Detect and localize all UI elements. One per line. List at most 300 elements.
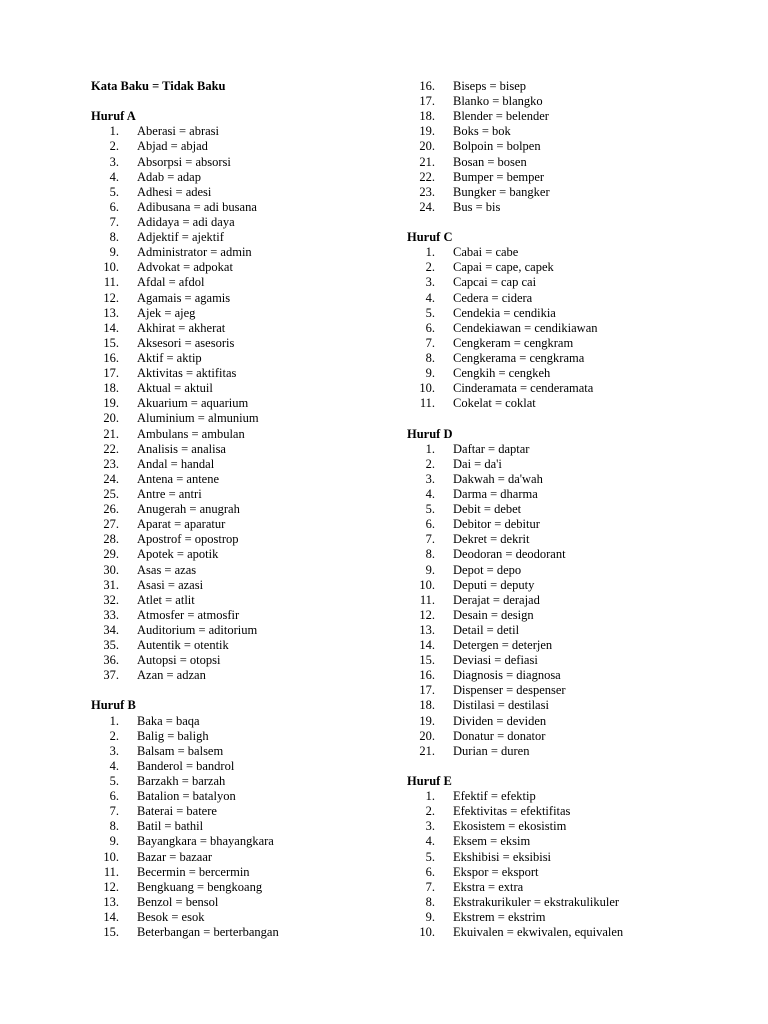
- item-number: 1.: [425, 441, 435, 456]
- list-item: [407, 321, 747, 336]
- list-item: [407, 457, 747, 472]
- item-text: Aksesori = asesoris: [137, 335, 235, 350]
- item-text: Bumper = bemper: [453, 169, 545, 184]
- item-text: Debit = debet: [453, 502, 522, 517]
- item-number: 3.: [425, 471, 435, 486]
- list-item: [407, 124, 747, 139]
- item-text: Agamais = agamis: [137, 290, 231, 305]
- list-item: [91, 411, 391, 426]
- item-number: 24.: [103, 471, 119, 486]
- spacer: [407, 411, 747, 426]
- list-item: [91, 623, 391, 638]
- item-number: 22.: [419, 169, 435, 184]
- item-number: 18.: [103, 381, 119, 396]
- list-item: [91, 653, 391, 668]
- item-number: 18.: [419, 109, 435, 124]
- list-item: [91, 457, 391, 472]
- right-column: [407, 79, 747, 940]
- item-number: 13.: [103, 894, 119, 909]
- word-list: [407, 442, 747, 759]
- item-text: Autentik = otentik: [137, 638, 229, 653]
- item-text: Barzakh = barzah: [137, 774, 226, 789]
- item-text: Adidaya = adi daya: [137, 214, 235, 229]
- item-text: Asasi = azasi: [137, 577, 204, 592]
- item-number: 12.: [419, 607, 435, 622]
- item-text: Ekstra = extra: [453, 879, 524, 894]
- list-item: [91, 729, 391, 744]
- list-item: [91, 910, 391, 925]
- item-number: 1.: [109, 124, 119, 139]
- item-number: 9.: [425, 910, 435, 925]
- item-text: Banderol = bandrol: [137, 758, 235, 773]
- list-item: [407, 502, 747, 517]
- item-number: 14.: [419, 638, 435, 653]
- item-text: Distilasi = destilasi: [453, 698, 549, 713]
- list-item: [407, 94, 747, 109]
- item-number: 16.: [103, 350, 119, 365]
- item-number: 2.: [425, 804, 435, 819]
- list-item: [407, 910, 747, 925]
- item-number: 5.: [425, 305, 435, 320]
- item-number: 11.: [419, 396, 435, 411]
- item-text: Ekstrakurikuler = ekstrakulikuler: [453, 894, 620, 909]
- section-heading: Huruf E: [407, 774, 452, 789]
- list-item: [91, 563, 391, 578]
- item-number: 30.: [103, 562, 119, 577]
- word-list: [407, 245, 747, 411]
- item-number: 18.: [419, 698, 435, 713]
- list-item: [91, 547, 391, 562]
- word-list: [91, 124, 391, 683]
- word-list: [407, 789, 747, 940]
- list-item: [91, 925, 391, 940]
- list-item: [91, 895, 391, 910]
- item-text: Balig = baligh: [137, 728, 209, 743]
- item-text: Baka = baqa: [137, 713, 200, 728]
- item-number: 6.: [425, 517, 435, 532]
- item-text: Besok = esok: [137, 910, 205, 925]
- list-item: [91, 880, 391, 895]
- list-item: [91, 245, 391, 260]
- list-item: [407, 517, 747, 532]
- list-item: [91, 260, 391, 275]
- item-number: 10.: [419, 381, 435, 396]
- list-item: [407, 865, 747, 880]
- item-text: Balsam = balsem: [137, 743, 224, 758]
- item-number: 29.: [103, 547, 119, 562]
- item-number: 3.: [425, 819, 435, 834]
- item-number: 33.: [103, 607, 119, 622]
- list-item: [407, 608, 747, 623]
- item-text: Adhesi = adesi: [137, 184, 212, 199]
- item-text: Bengkuang = bengkoang: [137, 879, 263, 894]
- list-item: [407, 532, 747, 547]
- item-number: 5.: [109, 774, 119, 789]
- item-text: Efektif = efektip: [453, 789, 536, 804]
- item-number: 7.: [425, 879, 435, 894]
- item-text: Dispenser = despenser: [453, 683, 566, 698]
- list-item: [91, 638, 391, 653]
- item-text: Deputi = deputy: [453, 577, 535, 592]
- item-text: Autopsi = otopsi: [137, 653, 221, 668]
- item-text: Cendekia = cendikia: [453, 305, 556, 320]
- list-item: [91, 804, 391, 819]
- item-number: 3.: [109, 743, 119, 758]
- item-number: 3.: [109, 154, 119, 169]
- list-item: [407, 381, 747, 396]
- list-item: [91, 200, 391, 215]
- item-text: Capai = cape, capek: [453, 260, 554, 275]
- item-text: Antena = antene: [137, 471, 220, 486]
- list-item: [91, 819, 391, 834]
- item-text: Aparat = aparatur: [137, 517, 226, 532]
- item-text: Donatur = donator: [453, 728, 546, 743]
- list-item: [407, 593, 747, 608]
- item-number: 16.: [419, 668, 435, 683]
- list-item: [91, 275, 391, 290]
- item-text: Anugerah = anugrah: [137, 502, 240, 517]
- list-item: [91, 744, 391, 759]
- item-number: 2.: [425, 260, 435, 275]
- item-text: Atlet = atlit: [137, 592, 195, 607]
- list-item: [407, 698, 747, 713]
- item-text: Cedera = cidera: [453, 290, 533, 305]
- list-item: [407, 306, 747, 321]
- item-number: 25.: [103, 486, 119, 501]
- list-item: [407, 336, 747, 351]
- item-number: 8.: [425, 894, 435, 909]
- list-item: [407, 668, 747, 683]
- item-number: 8.: [425, 547, 435, 562]
- item-text: Desain = design: [453, 607, 534, 622]
- section-heading: Huruf D: [407, 426, 453, 441]
- item-number: 27.: [103, 517, 119, 532]
- item-number: 21.: [419, 743, 435, 758]
- item-number: 19.: [103, 396, 119, 411]
- item-number: 20.: [419, 728, 435, 743]
- spacer: [407, 215, 747, 230]
- spacer: [407, 759, 747, 774]
- item-number: 4.: [109, 169, 119, 184]
- item-number: 10.: [103, 260, 119, 275]
- item-number: 17.: [103, 366, 119, 381]
- item-number: 5.: [425, 849, 435, 864]
- item-number: 1.: [109, 713, 119, 728]
- list-item: [91, 381, 391, 396]
- list-item: [407, 714, 747, 729]
- list-item: [407, 139, 747, 154]
- item-number: 2.: [109, 139, 119, 154]
- item-text: Ekosistem = ekosistim: [453, 819, 567, 834]
- list-item: [91, 230, 391, 245]
- item-number: 9.: [425, 562, 435, 577]
- list-item: [407, 895, 747, 910]
- item-text: Adjektif = ajektif: [137, 230, 224, 245]
- list-item: [91, 487, 391, 502]
- item-text: Cokelat = coklat: [453, 396, 536, 411]
- item-number: 4.: [425, 834, 435, 849]
- item-number: 23.: [419, 184, 435, 199]
- item-text: Deodoran = deodorant: [453, 547, 566, 562]
- list-item: [91, 306, 391, 321]
- item-text: Adibusana = adi busana: [137, 199, 257, 214]
- item-text: Boks = bok: [453, 124, 511, 139]
- item-text: Atmosfer = atmosfir: [137, 607, 240, 622]
- list-item: [407, 396, 747, 411]
- item-number: 36.: [103, 653, 119, 668]
- item-text: Aberasi = abrasi: [137, 124, 220, 139]
- list-item: [407, 683, 747, 698]
- item-number: 15.: [103, 925, 119, 940]
- list-item: [91, 668, 391, 683]
- list-item: [407, 109, 747, 124]
- item-text: Bosan = bosen: [453, 154, 527, 169]
- item-number: 12.: [103, 879, 119, 894]
- item-text: Deviasi = defiasi: [453, 653, 538, 668]
- list-item: [91, 789, 391, 804]
- item-number: 7.: [425, 335, 435, 350]
- item-text: Aktual = aktuil: [137, 381, 213, 396]
- item-text: Derajat = derajad: [453, 592, 540, 607]
- list-item: [91, 215, 391, 230]
- left-column: [91, 79, 391, 940]
- list-item: [91, 759, 391, 774]
- list-item: [91, 396, 391, 411]
- item-number: 7.: [425, 532, 435, 547]
- item-number: 15.: [103, 335, 119, 350]
- item-text: Becermin = bercermin: [137, 864, 250, 879]
- item-text: Depot = depo: [453, 562, 522, 577]
- list-item: [407, 291, 747, 306]
- item-number: 10.: [103, 849, 119, 864]
- item-number: 8.: [425, 350, 435, 365]
- item-text: Bungker = bangker: [453, 184, 550, 199]
- list-item: [407, 79, 747, 94]
- item-text: Ekstrem = ekstrim: [453, 910, 546, 925]
- item-number: 11.: [419, 592, 435, 607]
- item-text: Aluminium = almunium: [137, 411, 259, 426]
- item-number: 6.: [109, 199, 119, 214]
- list-item: [91, 865, 391, 880]
- list-item: [91, 774, 391, 789]
- item-number: 13.: [419, 622, 435, 637]
- list-item: [91, 578, 391, 593]
- list-item: [91, 366, 391, 381]
- item-text: Andal = handal: [137, 456, 215, 471]
- item-text: Administrator = admin: [137, 245, 252, 260]
- item-text: Beterbangan = berterbangan: [137, 925, 279, 940]
- item-text: Daftar = daptar: [453, 441, 530, 456]
- item-number: 17.: [419, 94, 435, 109]
- item-number: 5.: [425, 502, 435, 517]
- item-number: 34.: [103, 622, 119, 637]
- item-number: 11.: [103, 275, 119, 290]
- list-item: [407, 442, 747, 457]
- list-item: [91, 427, 391, 442]
- list-item: [91, 608, 391, 623]
- item-text: Ekshibisi = eksibisi: [453, 849, 552, 864]
- list-item: [91, 517, 391, 532]
- list-item: [407, 578, 747, 593]
- item-number: 13.: [103, 305, 119, 320]
- list-item: [407, 472, 747, 487]
- item-number: 6.: [425, 864, 435, 879]
- list-item: [407, 638, 747, 653]
- item-number: 1.: [425, 789, 435, 804]
- list-item: [407, 789, 747, 804]
- list-item: [407, 200, 747, 215]
- item-number: 12.: [103, 290, 119, 305]
- list-item: [407, 744, 747, 759]
- item-number: 8.: [109, 230, 119, 245]
- item-text: Bus = bis: [453, 199, 501, 214]
- item-number: 24.: [419, 199, 435, 214]
- item-text: Cengkerama = cengkrama: [453, 350, 585, 365]
- item-number: 20.: [419, 139, 435, 154]
- item-text: Ambulans = ambulan: [137, 426, 245, 441]
- list-item: [407, 563, 747, 578]
- list-item: [407, 804, 747, 819]
- item-text: Ajek = ajeg: [137, 305, 196, 320]
- list-item: [407, 834, 747, 849]
- item-number: 10.: [419, 577, 435, 592]
- item-text: Akhirat = akherat: [137, 320, 226, 335]
- item-text: Cengkeram = cengkram: [453, 335, 574, 350]
- item-text: Diagnosis = diagnosa: [453, 668, 561, 683]
- item-number: 26.: [103, 502, 119, 517]
- list-item: [91, 155, 391, 170]
- item-text: Blanko = blangko: [453, 94, 543, 109]
- list-item: [407, 819, 747, 834]
- item-text: Absorpsi = absorsi: [137, 154, 231, 169]
- item-text: Antre = antri: [137, 486, 202, 501]
- item-text: Debitor = debitur: [453, 517, 540, 532]
- list-item: [407, 925, 747, 940]
- item-text: Capcai = cap cai: [453, 275, 537, 290]
- item-text: Asas = azas: [137, 562, 197, 577]
- list-item: [91, 593, 391, 608]
- item-text: Benzol = bensol: [137, 894, 219, 909]
- item-number: 10.: [419, 925, 435, 940]
- item-number: 4.: [425, 290, 435, 305]
- item-number: 14.: [103, 320, 119, 335]
- item-number: 28.: [103, 532, 119, 547]
- list-item: [91, 170, 391, 185]
- item-number: 7.: [109, 804, 119, 819]
- document-title: Kata Baku = Tidak Baku: [91, 79, 226, 93]
- item-number: 23.: [103, 456, 119, 471]
- item-text: Batalion = batalyon: [137, 789, 236, 804]
- item-text: Auditorium = aditorium: [137, 622, 258, 637]
- list-item: [407, 260, 747, 275]
- list-item: [407, 351, 747, 366]
- item-number: 9.: [109, 834, 119, 849]
- item-text: Aktivitas = aktifitas: [137, 366, 237, 381]
- list-item: [91, 714, 391, 729]
- list-item: [407, 547, 747, 562]
- item-number: 9.: [425, 366, 435, 381]
- item-number: 9.: [109, 245, 119, 260]
- item-text: Apostrof = opostrop: [137, 532, 239, 547]
- list-item: [407, 850, 747, 865]
- item-text: Bazar = bazaar: [137, 849, 213, 864]
- list-item: [91, 442, 391, 457]
- item-number: 8.: [109, 819, 119, 834]
- word-list: [91, 714, 391, 941]
- item-number: 6.: [425, 320, 435, 335]
- item-text: Ekuivalen = ekwivalen, equivalen: [453, 925, 624, 940]
- item-text: Cabai = cabe: [453, 245, 519, 260]
- item-number: 21.: [419, 154, 435, 169]
- item-text: Abjad = abjad: [137, 139, 208, 154]
- word-list: [407, 79, 747, 215]
- item-text: Efektivitas = efektifitas: [453, 804, 571, 819]
- item-text: Analisis = analisa: [137, 441, 226, 456]
- item-number: 20.: [103, 411, 119, 426]
- item-text: Darma = dharma: [453, 486, 538, 501]
- item-number: 37.: [103, 668, 119, 683]
- item-text: Cinderamata = cenderamata: [453, 381, 594, 396]
- list-item: [91, 532, 391, 547]
- item-text: Durian = duren: [453, 743, 530, 758]
- section-heading: Huruf C: [407, 230, 453, 245]
- item-number: 21.: [103, 426, 119, 441]
- item-text: Akuarium = aquarium: [137, 396, 249, 411]
- item-number: 35.: [103, 638, 119, 653]
- list-item: [407, 155, 747, 170]
- item-number: 11.: [103, 864, 119, 879]
- item-text: Dakwah = da'wah: [453, 471, 543, 486]
- item-number: 3.: [425, 275, 435, 290]
- list-item: [91, 834, 391, 849]
- list-item: [91, 502, 391, 517]
- item-text: Baterai = batere: [137, 804, 217, 819]
- list-item: [407, 245, 747, 260]
- item-text: Biseps = bisep: [453, 79, 527, 93]
- item-number: 2.: [109, 728, 119, 743]
- list-item: [91, 850, 391, 865]
- item-number: 6.: [109, 789, 119, 804]
- list-item: [407, 487, 747, 502]
- item-text: Eksem = eksim: [453, 834, 531, 849]
- list-item: [91, 124, 391, 139]
- section-heading: Huruf A: [91, 109, 136, 124]
- item-text: Blender = belender: [453, 109, 549, 124]
- item-text: Cengkih = cengkeh: [453, 366, 551, 381]
- item-number: 14.: [103, 910, 119, 925]
- item-number: 4.: [109, 758, 119, 773]
- list-item: [407, 880, 747, 895]
- section-heading: Huruf B: [91, 698, 136, 713]
- list-item: [91, 291, 391, 306]
- item-number: 7.: [109, 214, 119, 229]
- item-number: 19.: [419, 124, 435, 139]
- list-item: [407, 185, 747, 200]
- item-text: Bolpoin = bolpen: [453, 139, 541, 154]
- item-number: 5.: [109, 184, 119, 199]
- list-item: [91, 472, 391, 487]
- item-text: Afdal = afdol: [137, 275, 205, 290]
- item-number: 17.: [419, 683, 435, 698]
- item-text: Batil = bathil: [137, 819, 204, 834]
- item-number: 2.: [425, 456, 435, 471]
- list-item: [91, 185, 391, 200]
- spacer: [91, 94, 391, 109]
- spacer: [91, 683, 391, 698]
- item-text: Dai = da'i: [453, 456, 502, 471]
- list-item: [91, 336, 391, 351]
- list-item: [407, 275, 747, 290]
